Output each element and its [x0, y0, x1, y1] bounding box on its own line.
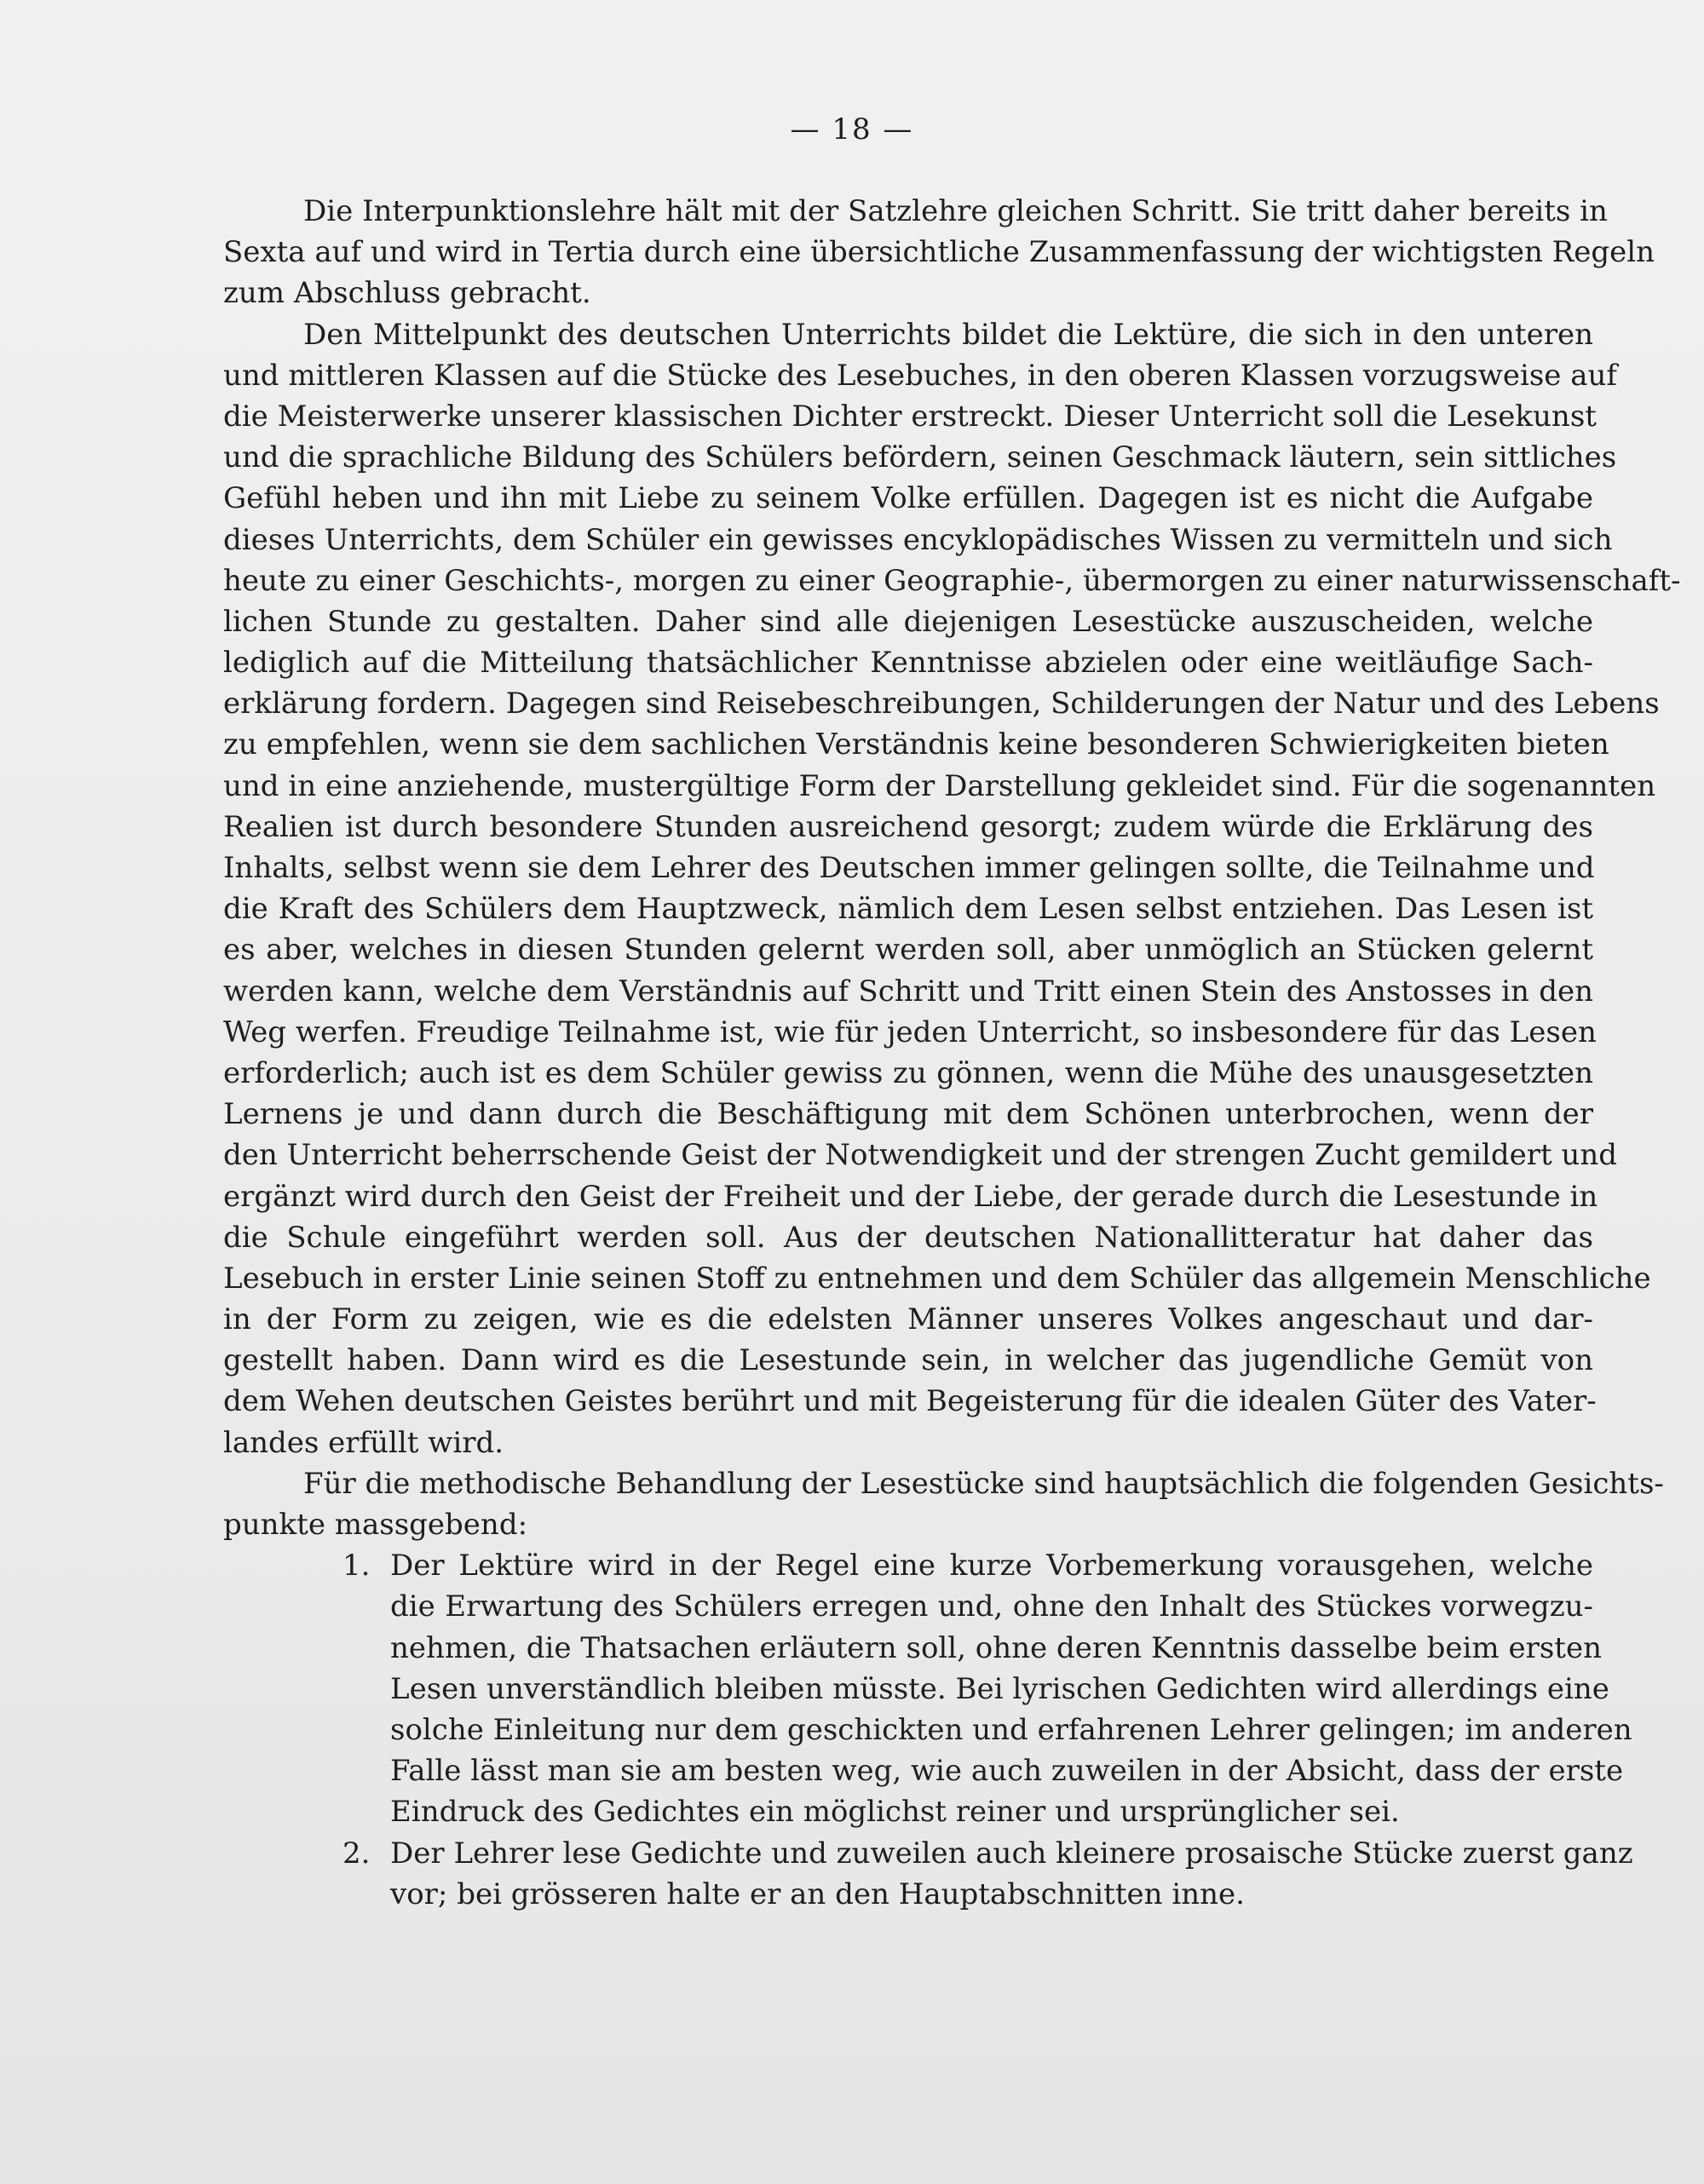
text-line: die Erwartung des Schülers erregen und, ohne den Inhalt des Stückes vorwegzu- [390, 1589, 1593, 1624]
text-line: dem Wehen deutschen Geistes berührt und mit Begeisterung für die idealen Güter des Vater- [223, 1384, 1597, 1419]
paragraph [223, 191, 1655, 314]
list-item [223, 1833, 1633, 1915]
text-line: landes erfüllt wird. [223, 1425, 504, 1460]
text-line: werden kann, welche dem Verständnis auf Schritt und Tritt einen Stein des Anstosses in den [223, 974, 1593, 1009]
text-line: nehmen, die Thatsachen erläutern soll, ohne deren Kenntnis dasselbe beim ersten [390, 1630, 1602, 1665]
text-line: gestellt haben. Dann wird es die Lesestunde sein, in welcher das jugendliche Gemüt von [223, 1343, 1593, 1378]
list-number: 2. [343, 1836, 371, 1871]
text-line: Gefühl heben und ihn mit Liebe zu seinem Volke erfüllen. Dagegen ist es nicht die Aufgabe [223, 481, 1593, 516]
text-line: Lernens je und dann durch die Beschäftigung mit dem Schönen unterbrochen, wenn der [223, 1097, 1593, 1132]
text-line: Falle lässt man sie am besten weg, wie auch zuweilen in der Absicht, dass der erste [390, 1754, 1624, 1789]
text-line: es aber, welches in diesen Stunden gelernt werden soll, aber unmöglich an Stücken gelernt [223, 933, 1593, 968]
text-line: Sexta auf und wird in Tertia durch eine übersichtliche Zusammenfassung der wichtigsten Regeln [223, 235, 1655, 270]
text-line: vor; bei grösseren halte er an den Hauptabschnitten inne. [390, 1877, 1245, 1911]
text-line: erklärung fordern. Dagegen sind Reisebeschreibungen, Schilderungen der Natur und des Lebens [223, 687, 1660, 721]
text-line: solche Einleitung nur dem geschickten und erfahrenen Lehrer gelingen; im anderen [390, 1712, 1632, 1747]
text-line: den Unterricht beherrschende Geist der Notwendigkeit und der strengen Zucht gemildert und [223, 1138, 1617, 1173]
text-line: die Meisterwerke unserer klassischen Dichter erstreckt. Dieser Unterricht soll die Lesekunst [223, 399, 1597, 434]
text-line: Inhalts, selbst wenn sie dem Lehrer des Deutschen immer gelingen sollte, die Teilnahme und [223, 851, 1595, 885]
text-line: und die sprachliche Bildung des Schülers befördern, seinen Geschmack läutern, sein sittliches [223, 440, 1617, 475]
text-line: Der Lektüre wird in der Regel eine kurze Vorbemerkung vorausgehen, welche [390, 1549, 1593, 1583]
text-line: Den Mittelpunkt des deutschen Unterrichts bildet die Lektüre, die sich in den unteren [303, 317, 1593, 352]
text-line: lediglich auf die Mitteilung thatsächlicher Kenntnisse abzielen oder eine weitläufige Sach- [223, 646, 1593, 681]
text-line: Eindruck des Gedichtes ein möglichst reiner und ursprünglicher sei. [390, 1795, 1400, 1830]
paragraph [223, 1463, 1664, 1545]
text-line: heute zu einer Geschichts-, morgen zu einer Geographie-, übermorgen zu einer naturwissenschaft- [223, 563, 1681, 598]
text-line: die Schule eingeführt werden soll. Aus der deutschen Nationallitteratur hat daher das [223, 1220, 1593, 1255]
text-line: dieses Unterrichts, dem Schüler ein gewisses encyklopädisches Wissen zu vermitteln und sich [223, 522, 1613, 557]
text-line: die Kraft des Schülers dem Hauptzweck, nämlich dem Lesen selbst entziehen. Das Lesen ist [223, 892, 1593, 927]
text-line: zu empfehlen, wenn sie dem sachlichen Verständnis keine besonderen Schwierigkeiten bieten [223, 727, 1609, 762]
text-line: lichen Stunde zu gestalten. Daher sind alle diejenigen Lesestücke auszuscheiden, welche [223, 604, 1593, 639]
text-line: Weg werfen. Freudige Teilnahme ist, wie für jeden Unterricht, so insbesondere für das Lesen [223, 1014, 1597, 1049]
list-item [223, 1545, 1632, 1832]
text-line: Lesen unverständlich bleiben müsste. Bei lyrischen Gedichten wird allerdings eine [390, 1671, 1609, 1706]
text-line: Der Lehrer lese Gedichte und zuweilen auch kleinere prosaische Stücke zuerst ganz [390, 1836, 1633, 1871]
body-text [223, 191, 1681, 1915]
paragraph [223, 314, 1681, 1463]
list-number: 1. [343, 1549, 371, 1583]
text-line: in der Form zu zeigen, wie es die edelsten Männer unseres Volkes angeschaut und dar- [223, 1302, 1593, 1337]
text-line: Realien ist durch besondere Stunden ausreichend gesorgt; zudem würde die Erklärung des [223, 809, 1593, 844]
text-line: und mittleren Klassen auf die Stücke des Lesebuches, in den oberen Klassen vorzugsweise auf [223, 358, 1617, 393]
text-line: zum Abschluss gebracht. [223, 276, 591, 311]
text-line: punkte massgebend: [223, 1508, 528, 1542]
text-line: Lesebuch in erster Linie seinen Stoff zu entnehmen und dem Schüler das allgemein Menschliche [223, 1261, 1651, 1296]
text-line: ergänzt wird durch den Geist der Freiheit und der Liebe, der gerade durch die Lesestunde in [223, 1179, 1598, 1214]
text-line: Die Interpunktionslehre hält mit der Satzlehre gleichen Schritt. Sie tritt daher bereits in [303, 194, 1608, 228]
page-number: — 18 — [790, 112, 914, 147]
text-line: erforderlich; auch ist es dem Schüler gewiss zu gönnen, wenn die Mühe des unausgesetzten [223, 1055, 1593, 1090]
text-line: und in eine anziehende, mustergültige Form der Darstellung gekleidet sind. Für die sogenannten [223, 768, 1656, 803]
text-line: Für die methodische Behandlung der Lesestücke sind hauptsächlich die folgenden Gesichts- [303, 1466, 1664, 1501]
